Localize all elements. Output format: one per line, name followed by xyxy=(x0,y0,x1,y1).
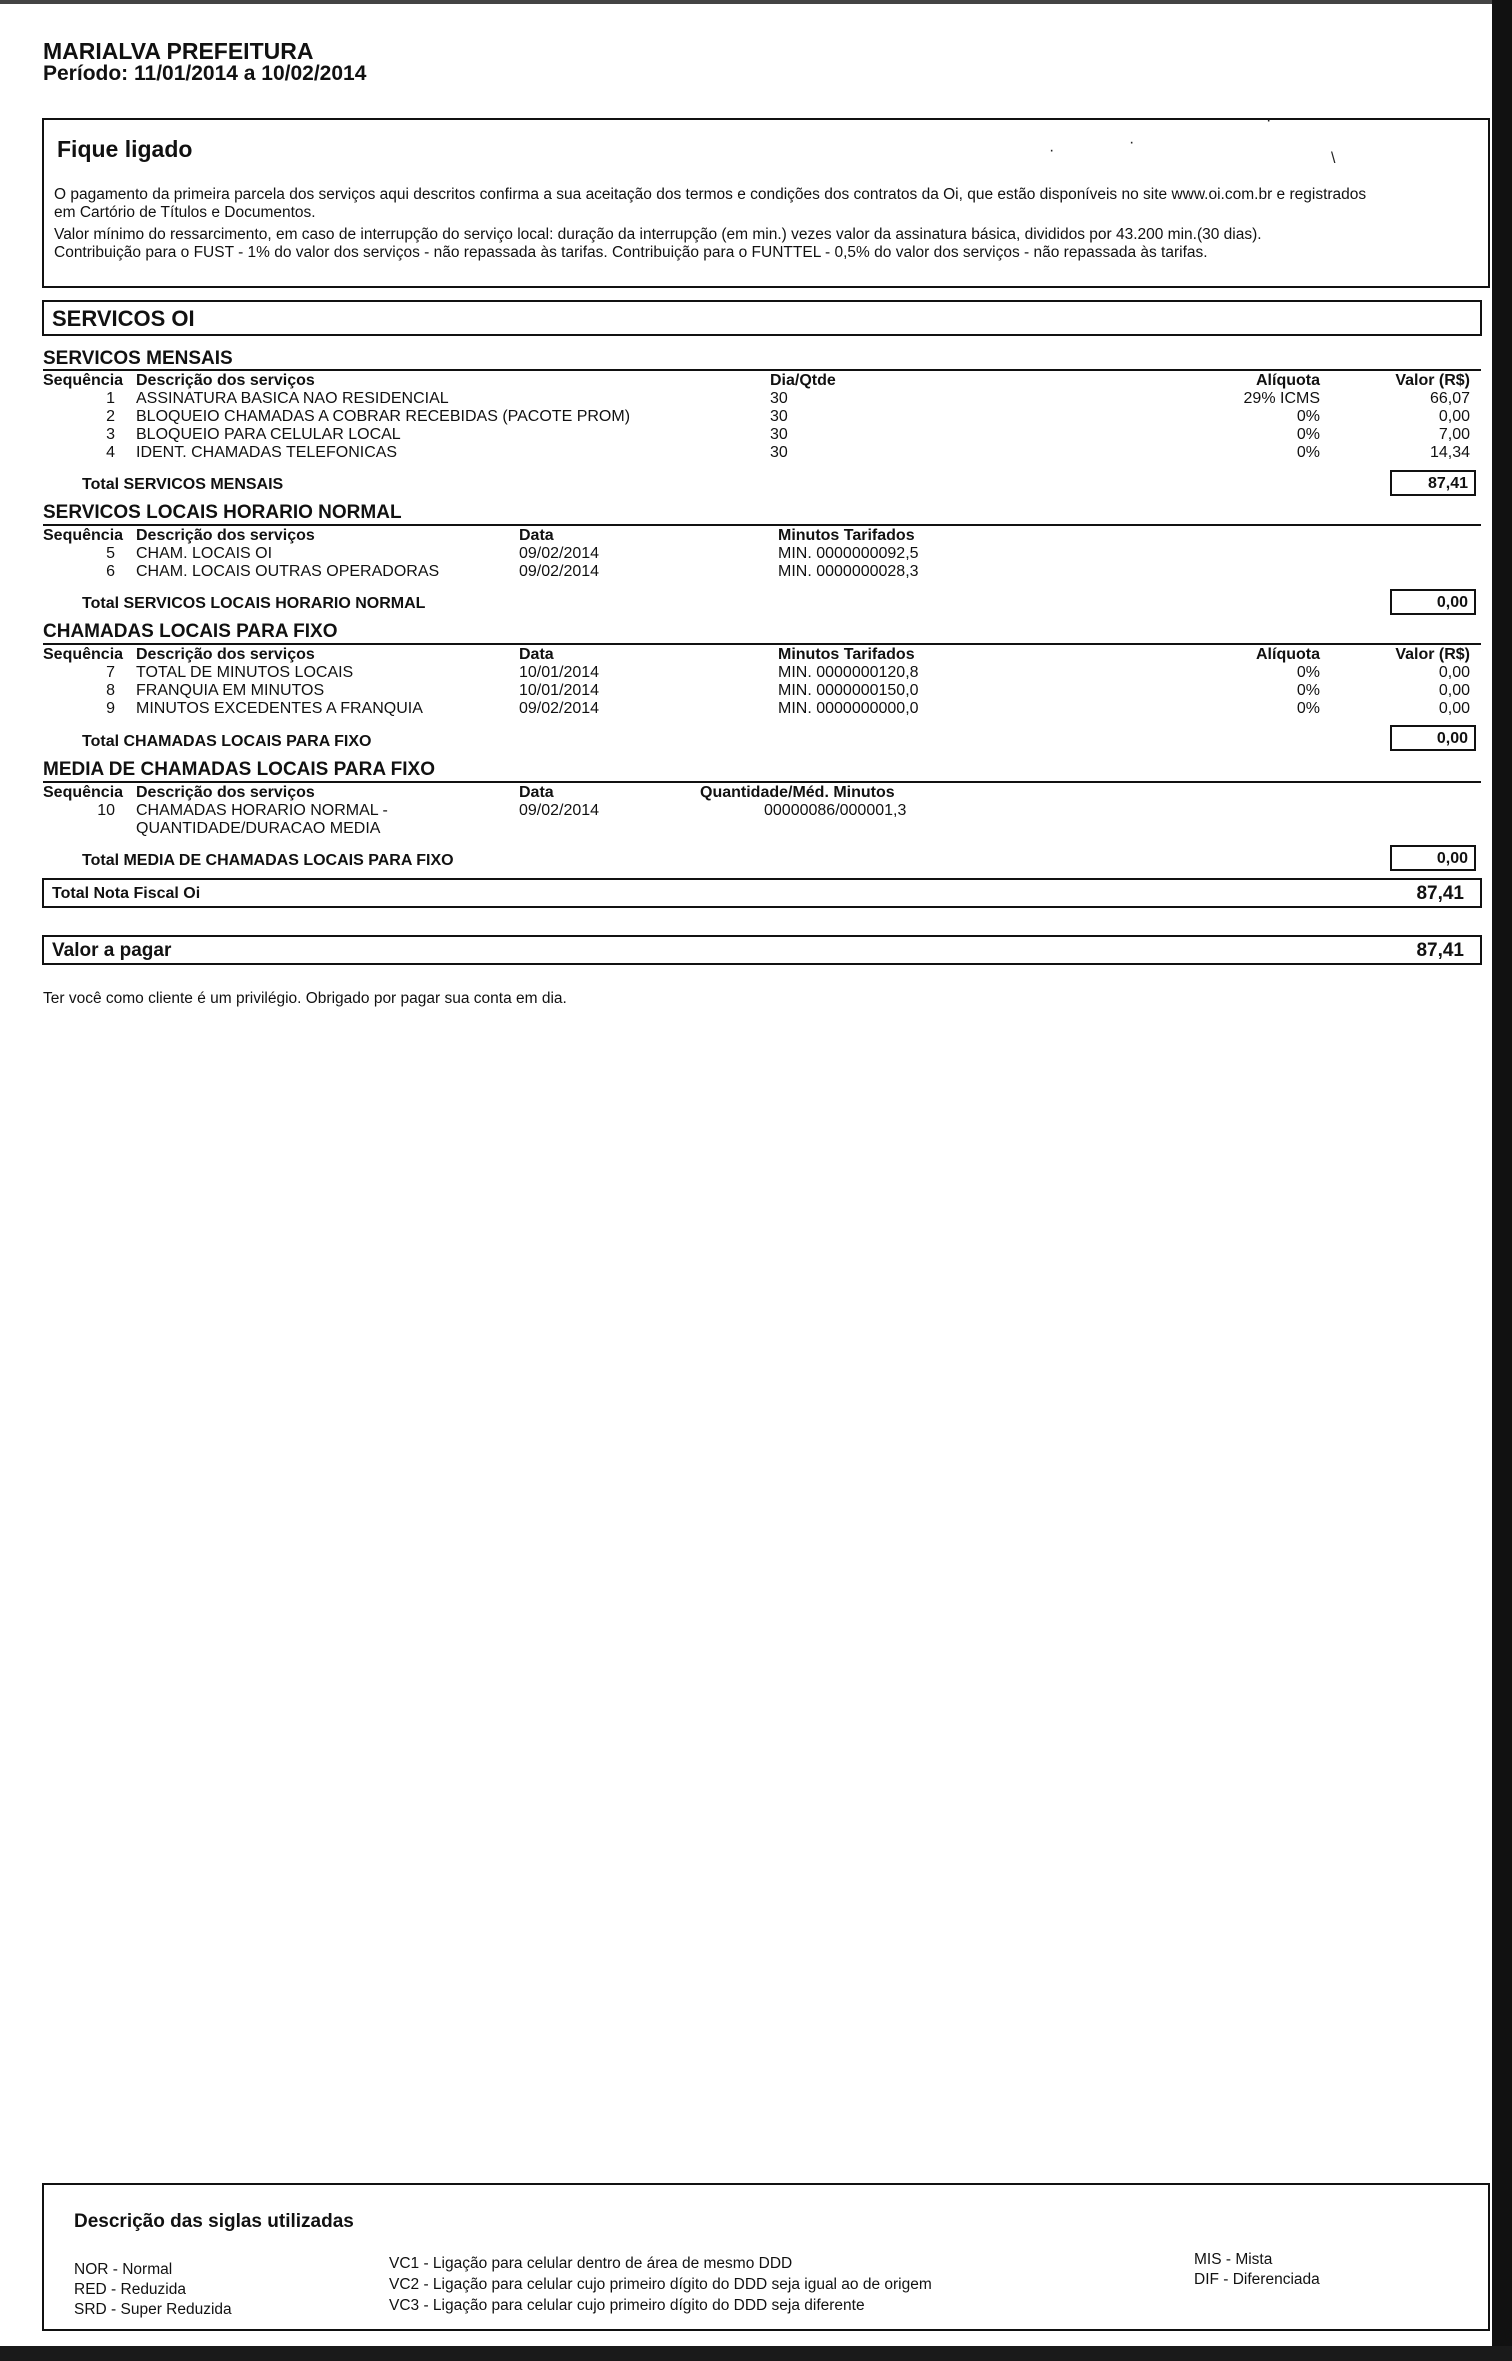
row-minutes: MIN. 0000000000,0 xyxy=(778,700,919,717)
row-aliquota: 0% xyxy=(1296,444,1320,461)
group-total-value: 0,00 xyxy=(1390,589,1476,615)
info-line: O pagamento da primeira parcela dos serviços aqui descritos confirma a sua aceitação dos termos e condições dos contratos da Oi, que estão disponíveis no site www.oi.com.br e registrados xyxy=(54,186,1367,203)
legend-item: NOR - Normal xyxy=(74,2261,173,2278)
row-qty: 30 xyxy=(770,390,788,407)
row-seq: 1 xyxy=(106,390,115,407)
scan-speck: · xyxy=(1129,134,1135,151)
legend-title: Descrição das siglas utilizadas xyxy=(74,2211,354,2232)
group-rule xyxy=(43,369,1481,371)
group-total-label: Total SERVICOS MENSAIS xyxy=(82,476,284,493)
company-name: MARIALVA PREFEITURA xyxy=(43,38,314,64)
row-seq: 10 xyxy=(97,802,115,819)
col-header-date: Data xyxy=(519,646,554,663)
col-header-valor: Valor (R$) xyxy=(1395,646,1470,663)
row-aliquota: 0% xyxy=(1296,408,1320,425)
scan-speck: \ xyxy=(1331,150,1336,167)
legend-item: DIF - Diferenciada xyxy=(1194,2271,1320,2288)
row-valor: 0,00 xyxy=(1438,664,1470,681)
info-title: Fique ligado xyxy=(57,136,193,162)
row-quantity: 00000086/000001,3 xyxy=(764,802,907,819)
scan-top-edge xyxy=(0,0,1492,4)
valor-a-pagar-label: Valor a pagar xyxy=(52,940,172,961)
col-header-minutes: Minutos Tarifados xyxy=(778,646,915,663)
row-seq: 3 xyxy=(106,426,115,443)
col-header-quantity: Quantidade/Méd. Minutos xyxy=(700,784,895,801)
row-desc: IDENT. CHAMADAS TELEFONICAS xyxy=(136,444,398,461)
group-title: CHAMADAS LOCAIS PARA FIXO xyxy=(43,621,338,642)
col-header-desc: Descrição dos serviços xyxy=(136,372,315,389)
row-seq: 2 xyxy=(106,408,115,425)
row-qty: 30 xyxy=(770,408,788,425)
group-title: SERVICOS LOCAIS HORARIO NORMAL xyxy=(43,502,402,523)
col-header-minutes: Minutos Tarifados xyxy=(778,527,915,544)
row-desc: FRANQUIA EM MINUTOS xyxy=(136,682,325,699)
section-title: SERVICOS OI xyxy=(52,306,195,331)
col-header-qty: Dia/Qtde xyxy=(770,372,836,389)
row-seq: 8 xyxy=(106,682,115,699)
row-date: 10/01/2014 xyxy=(519,664,600,681)
row-desc: MINUTOS EXCEDENTES A FRANQUIA xyxy=(136,700,423,717)
row-seq: 9 xyxy=(106,700,115,717)
group-total-value: 87,41 xyxy=(1390,470,1476,496)
row-seq: 7 xyxy=(106,664,115,681)
col-header-date: Data xyxy=(519,527,554,544)
row-seq: 6 xyxy=(106,563,115,580)
group-rule xyxy=(43,524,1481,526)
row-seq: 5 xyxy=(106,545,115,562)
row-aliquota: 0% xyxy=(1296,426,1320,443)
valor-a-pagar-value: 87,41 xyxy=(1416,940,1464,961)
row-minutes: MIN. 0000000028,3 xyxy=(778,563,919,580)
col-header-valor: Valor (R$) xyxy=(1395,372,1470,389)
legend-item: VC1 - Ligação para celular dentro de área de mesmo DDD xyxy=(389,2255,793,2272)
row-date: 09/02/2014 xyxy=(519,700,600,717)
row-desc: CHAM. LOCAIS OI xyxy=(136,545,273,562)
group-rule xyxy=(43,781,1481,783)
row-date: 09/02/2014 xyxy=(519,563,600,580)
row-desc: CHAMADAS HORARIO NORMAL - xyxy=(136,802,388,819)
section-header xyxy=(42,300,1482,336)
scan-bottom-edge xyxy=(0,2346,1512,2361)
total-nota-fiscal-value: 87,41 xyxy=(1416,883,1464,904)
row-date: 09/02/2014 xyxy=(519,545,600,562)
row-aliquota: 0% xyxy=(1296,682,1320,699)
thank-you-message: Ter você como cliente é um privilégio. Obrigado por pagar sua conta em dia. xyxy=(43,990,567,1007)
col-header-desc: Descrição dos serviços xyxy=(136,527,315,544)
legend-item: VC3 - Ligação para celular cujo primeiro dígito do DDD seja diferente xyxy=(389,2297,865,2314)
row-valor: 14,34 xyxy=(1429,444,1470,461)
row-valor: 7,00 xyxy=(1438,426,1470,443)
row-valor: 0,00 xyxy=(1438,408,1470,425)
row-date: 10/01/2014 xyxy=(519,682,600,699)
scan-speck: · xyxy=(1266,112,1272,129)
row-qty: 30 xyxy=(770,444,788,461)
col-header-desc: Descrição dos serviços xyxy=(136,784,315,801)
legend-box xyxy=(42,2183,1490,2331)
group-title: SERVICOS MENSAIS xyxy=(43,348,233,369)
legend-item: VC2 - Ligação para celular cujo primeiro dígito do DDD seja igual ao de origem xyxy=(389,2276,932,2293)
col-header-aliquota: Alíquota xyxy=(1256,646,1320,663)
row-desc: BLOQUEIO CHAMADAS A COBRAR RECEBIDAS (PACOTE PROM) xyxy=(136,408,631,425)
total-nota-fiscal-box xyxy=(42,878,1482,908)
info-line: Valor mínimo do ressarcimento, em caso de interrupção do serviço local: duração da interrupção (em min.) vezes valor da assinatura básica, divididos por 43.200 min.(30 dias). xyxy=(54,226,1262,243)
legend-item: RED - Reduzida xyxy=(74,2281,186,2298)
row-valor: 0,00 xyxy=(1438,700,1470,717)
group-total-label: Total MEDIA DE CHAMADAS LOCAIS PARA FIXO xyxy=(82,852,454,869)
row-seq: 4 xyxy=(106,444,115,461)
row-desc-continued: QUANTIDADE/DURACAO MEDIA xyxy=(136,820,381,837)
scan-right-edge xyxy=(1492,0,1512,2361)
billing-period: Período: 11/01/2014 a 10/02/2014 xyxy=(43,62,367,85)
col-header-seq: Sequência xyxy=(43,527,124,544)
col-header-seq: Sequência xyxy=(43,784,124,801)
group-title: MEDIA DE CHAMADAS LOCAIS PARA FIXO xyxy=(43,759,435,780)
row-desc: BLOQUEIO PARA CELULAR LOCAL xyxy=(136,426,401,443)
row-desc: ASSINATURA BASICA NAO RESIDENCIAL xyxy=(136,390,449,407)
group-total-label: Total SERVICOS LOCAIS HORARIO NORMAL xyxy=(82,595,426,612)
group-total-label: Total CHAMADAS LOCAIS PARA FIXO xyxy=(82,733,372,750)
row-aliquota: 0% xyxy=(1296,700,1320,717)
valor-a-pagar-box xyxy=(42,935,1482,965)
row-valor: 0,00 xyxy=(1438,682,1470,699)
row-desc: TOTAL DE MINUTOS LOCAIS xyxy=(136,664,354,681)
total-nota-fiscal-label: Total Nota Fiscal Oi xyxy=(52,885,201,902)
row-minutes: MIN. 0000000092,5 xyxy=(778,545,919,562)
row-aliquota: 0% xyxy=(1296,664,1320,681)
row-minutes: MIN. 0000000120,8 xyxy=(778,664,919,681)
group-total-value: 0,00 xyxy=(1390,845,1476,871)
col-header-seq: Sequência xyxy=(43,372,124,389)
group-rule xyxy=(43,643,1481,645)
row-desc: CHAM. LOCAIS OUTRAS OPERADORAS xyxy=(136,563,440,580)
col-header-seq: Sequência xyxy=(43,646,124,663)
row-aliquota: 29% ICMS xyxy=(1243,390,1320,407)
col-header-desc: Descrição dos serviços xyxy=(136,646,315,663)
scan-speck: · xyxy=(1049,142,1055,159)
info-line: Contribuição para o FUST - 1% do valor dos serviços - não repassada às tarifas. Contribuição para o FUNTTEL - 0,5% do valor dos serviços - não repassada às tarifas. xyxy=(54,244,1208,261)
row-date: 09/02/2014 xyxy=(519,802,600,819)
row-minutes: MIN. 0000000150,0 xyxy=(778,682,919,699)
row-qty: 30 xyxy=(770,426,788,443)
legend-item: MIS - Mista xyxy=(1194,2251,1273,2268)
legend-item: SRD - Super Reduzida xyxy=(74,2301,232,2318)
group-total-value: 0,00 xyxy=(1390,725,1476,751)
info-line: em Cartório de Títulos e Documentos. xyxy=(54,204,316,221)
col-header-date: Data xyxy=(519,784,554,801)
info-box xyxy=(42,112,1490,288)
col-header-aliquota: Alíquota xyxy=(1256,372,1320,389)
row-valor: 66,07 xyxy=(1429,390,1470,407)
